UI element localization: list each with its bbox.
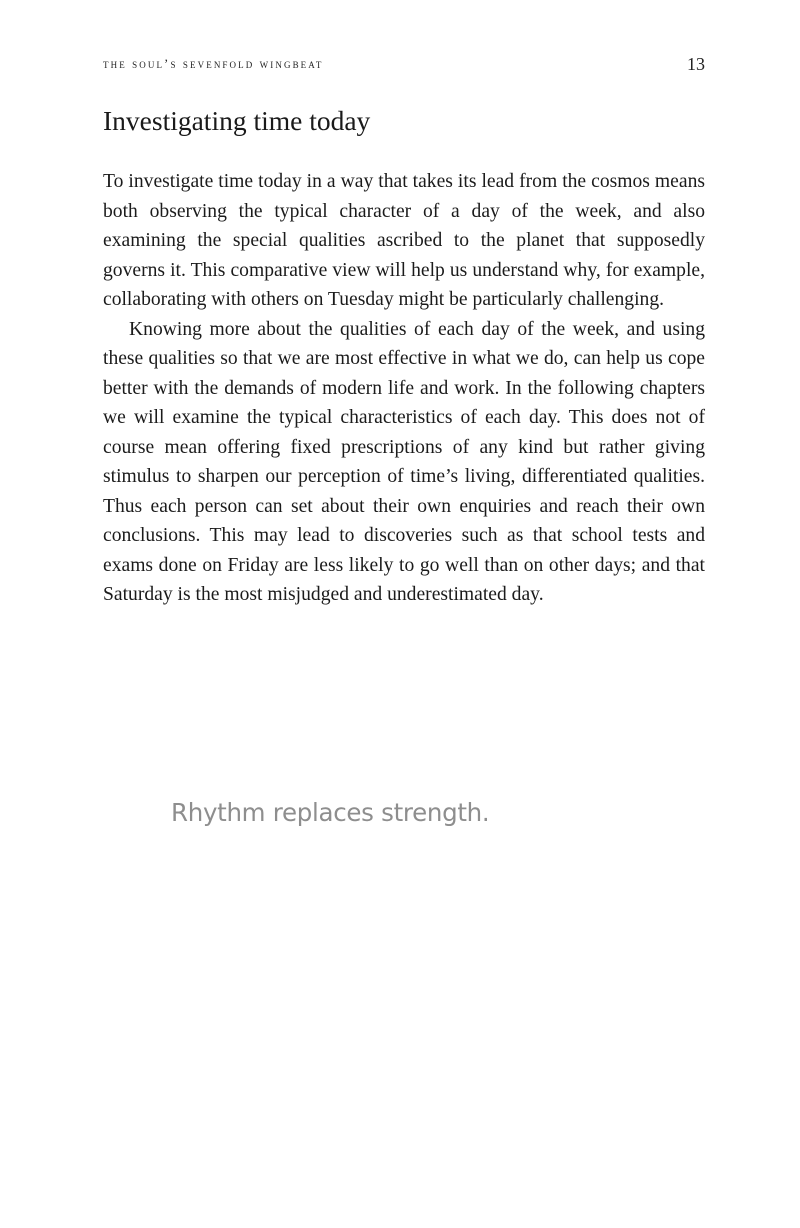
body-paragraph: To investigate time today in a way that takes its lead from the cosmos means both observing the typical character of a day of the week, and also examining the special qualities ascribed to the planet that supposedly governs it. This comparative view will help us understand why, for example, collaborating with others on Tuesday might be particularly challenging. — [103, 171, 705, 310]
running-title: the soul’s sevenfold wingbeat — [103, 56, 324, 71]
body-paragraph: Knowing more about the qualities of each day of the week, and using these qualities so that we are most effective in what we do, can help us cope better with the demands of modern life and work. In the following chapters we will examine the typical characteristics of each day. This does not of course mean offering fixed prescriptions of any kind but rather giving stimulus to sharpen our perception of time’s living, differentiated qualities. Thus each person can set about their own enquiries and reach their own conclusions. This may lead to discoveries such as that school tests and exams done on Friday are less likely to go well than on other days; and that Saturday is the most misjudged and underestimated day. — [103, 318, 705, 605]
pull-quote: Rhythm replaces strength. — [171, 798, 490, 827]
page-number: 13 — [687, 54, 705, 74]
body-text — [103, 167, 705, 610]
running-header — [103, 54, 705, 76]
section-heading: Investigating time today — [103, 105, 371, 136]
